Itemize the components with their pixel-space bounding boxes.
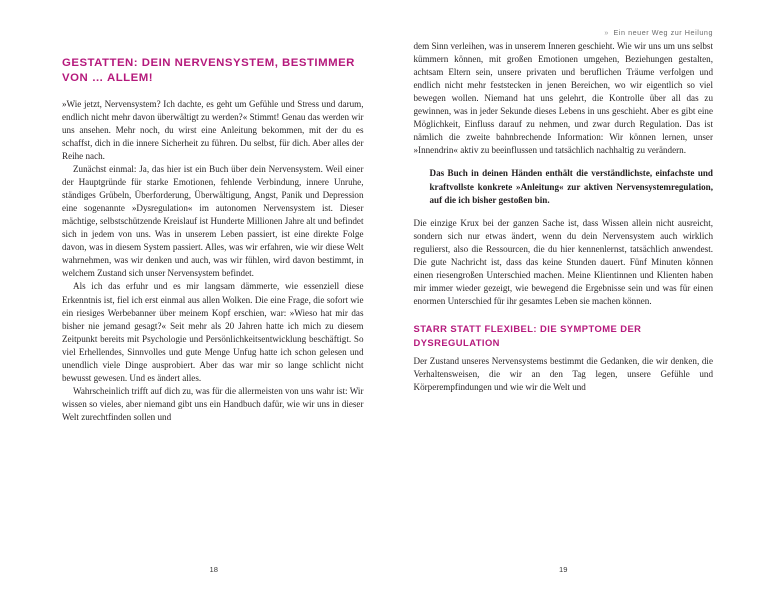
section-title: STARR STATT FLEXIBEL: DIE SYMPTOME DER DYSREGULATION (413, 323, 642, 348)
paragraph: »Wie jetzt, Nervensystem? Ich dachte, es geht um Gefühle und Stress und darum, endlich nicht mehr davon überwältigt zu werden?« Stimmt! Genau das werden wir uns ansehen. Mehr noch, du wirst eine Anleitung bekommen, mit der du es schaffst, dich in die innere Sicherheit zu führen. Du selbst, für dich. Aber alles der Reihe nach. (62, 98, 364, 161)
paragraph: Die einzige Krux bei der ganzen Sache ist, dass Wissen allein nicht ausreicht, sondern sich nur etwas ändert, wenn du dein Nervensystem auch wirklich regulierst, also die Ressourcen, die du hier kennenlernst, tatsächlich anwendest. Die gute Nachricht ist, dass das keine Stunden dauert. Fünf Minuten können einen riesengroßen Unterschied machen. Meine Klientinnen und Klienten haben mir immer wieder gezeigt, wie bewegend die Ergebnisse sein und was für einen enormen Unterschied für ihr gesamtes Leben sie machen können. (413, 218, 713, 307)
page-number-left: 18 (209, 565, 218, 574)
running-head (604, 28, 713, 37)
paragraph: Wahrscheinlich trifft auf dich zu, was für die allermeisten von uns wahr ist: Wir wissen so vieles, aber niemand gibt uns ein Handbuch dafür, wie wir uns in dieser Welt zurechtfinden sollen und (62, 385, 364, 422)
callout-paragraph: Das Buch in deinen Händen enthält die verständlichste, einfachste und kraftvollste konkrete »Anleitung« zur aktiven Nervensystemregulation, auf die ich bisher gestoßen bin. (429, 168, 713, 205)
paragraph: Zunächst einmal: Ja, das hier ist ein Buch über dein Nervensystem. Weil einer der Hauptgründe für starke Emotionen, fehlende Verbindung, innere Unruhe, ständiges Grübeln, Überforderung, Überwältigung, Angst, Panik und Depression eine sogenannte »Dysregulation« im autonomen Nervensystem ist. Dieser mächtige, selbstschützende Kreislauf ist Hunderte Millionen Jahre alt und befindet sich in jedem von uns. Was in unserem Leben passiert, ist eine direkte Folge davon, was in diesem System passiert. Alles, was wir erfahren, wie wir diese Welt wahrnehmen, was wir denken und auch, was wir fühlen, wird davon bestimmt, in welchem Zustand sich unser Nervensystem befindet. (62, 164, 364, 279)
page-number-right: 19 (559, 565, 568, 574)
chapter-title: GESTATTEN: DEIN NERVENSYSTEM, BESTIMMER VON … ALLEM! (62, 57, 355, 85)
paragraph: dem Sinn verleihen, was in unserem Inneren geschieht. Wie wir uns um uns selbst kümmern können, mit großen Emotionen umgehen, Beziehungen gestalten, achtsam Eltern sein, unsere privaten und beruflichen Träume verfolgen und endlich nicht mehr feststecken in jenen Bereichen, wo wir eigentlich so viel bewegen wollen. Niemand hat uns gelehrt, die Kontrolle über all das zu gewinnen, was in jeder Sekunde dieses Lebens in uns geschieht. Aber es gibt eine Möglichkeit, Einfluss darauf zu nehmen, und zwar durch Regulation. Das ist nämlich die zweite bahnbrechende Information: Wir können lernen, unser »Innendrin« aktiv zu beeinflussen und tatsächlich nachhaltig zu verändern. (413, 41, 713, 156)
running-head-label: Ein neuer Weg zur Heilung (613, 28, 713, 37)
guillemet-icon: » (604, 28, 609, 37)
page-gutter (386, 0, 387, 600)
page-right (386, 0, 771, 600)
paragraph: Als ich das erfuhr und es mir langsam dämmerte, wie essenziell diese Erkenntnis ist, fiel ich erst einmal aus allen Wolken. Die eine Frage, die sofort wie ein riesiges Werbebanner über meinem Kopf erschien, war: »Wieso hat mir das bisher nie jemand gesagt?« Seit mehr als 20 Jahren hatte ich mich zu diesem Zeitpunkt bereits mit Psychologie und Persönlichkeitsentwicklung beschäftigt. So viel Erhellendes, Sinnvolles und gute Menge Unfug hatte ich schon gelesen und unendlich viele Dinge ausprobiert. Aber das war mir so lange schlicht nicht bewusst gewesen. Und es ändert alles. (62, 281, 364, 383)
paragraph: Der Zustand unseres Nervensystems bestimmt die Gedanken, die wir denken, die Verhaltensweisen, die wir an den Tag legen, unsere Gefühle und Körperempfindungen und wie wir die Welt und (413, 355, 713, 392)
